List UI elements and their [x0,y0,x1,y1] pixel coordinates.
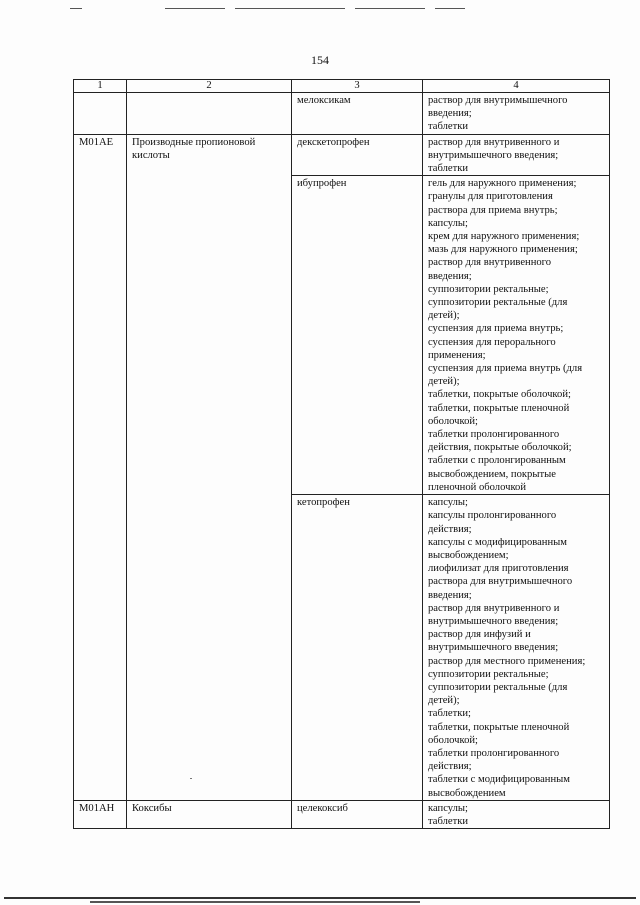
group-name-cell: Производные пропионовой кислоты [127,134,292,800]
table-row [74,800,610,828]
drug-name-cell: ибупрофен [292,176,423,495]
group-name-cell: Коксибы [127,800,292,828]
table-row [74,134,610,176]
header-cell: 1 [74,80,127,93]
dosage-forms-cell: раствор для внутримышечного введения; таблетки [423,93,610,135]
table-header-row [74,80,610,93]
drug-name-cell: мелоксикам [292,93,423,135]
dosage-forms-cell: капсулы; капсулы пролонгированного действия; капсулы с модифицированным высвобождением; лиофилизат для приготовления раствора для внутримышечного введения; раствор для внутривенного и внутримышечного введения; раствор для инфузий и внутримышечного введения; раствор для местного применения; суппозитории ректальные; суппозитории ректальные (для детей); таблетки; таблетки, покрытые пленочной оболочкой; таблетки пролонгированного действия; таблетки с модифицированным высвобождением [423,495,610,801]
dosage-forms-cell: раствор для внутривенного и внутримышечного введения; таблетки [423,134,610,176]
scan-artifact-bottom [0,895,640,905]
drug-table [73,79,610,829]
page-number: 154 [311,53,329,67]
drug-name-cell: кетопрофен [292,495,423,801]
scan-artifact-top [70,8,470,10]
header-cell: 4 [423,80,610,93]
atc-code-cell [74,93,127,135]
dosage-forms-cell: гель для наружного применения; гранулы для приготовления раствора для приема внутрь; капсулы; крем для наружного применения; мазь для наружного применения; раствор для внутривенного введения; суппозитории ректальные; суппозитории ректальные (для детей); суспензия для приема внутрь; суспензия для перорального применения; суспензия для приема внутрь (для детей); таблетки, покрытые оболочкой; таблетки, покрытые пленочной оболочкой; таблетки пролонгированного действия, покрытые оболочкой; таблетки с пролонгированным высвобождением, покрытые пленочной оболочкой [423,176,610,495]
dosage-forms-cell: капсулы; таблетки [423,800,610,828]
table-row [74,93,610,135]
group-name-cell [127,93,292,135]
header-cell: 3 [292,80,423,93]
drug-name-cell: целекоксиб [292,800,423,828]
drug-name-cell: декскетопрофен [292,134,423,176]
atc-code-cell: M01AH [74,800,127,828]
scan-speck [190,778,192,779]
atc-code-cell: M01AE [74,134,127,800]
header-cell: 2 [127,80,292,93]
